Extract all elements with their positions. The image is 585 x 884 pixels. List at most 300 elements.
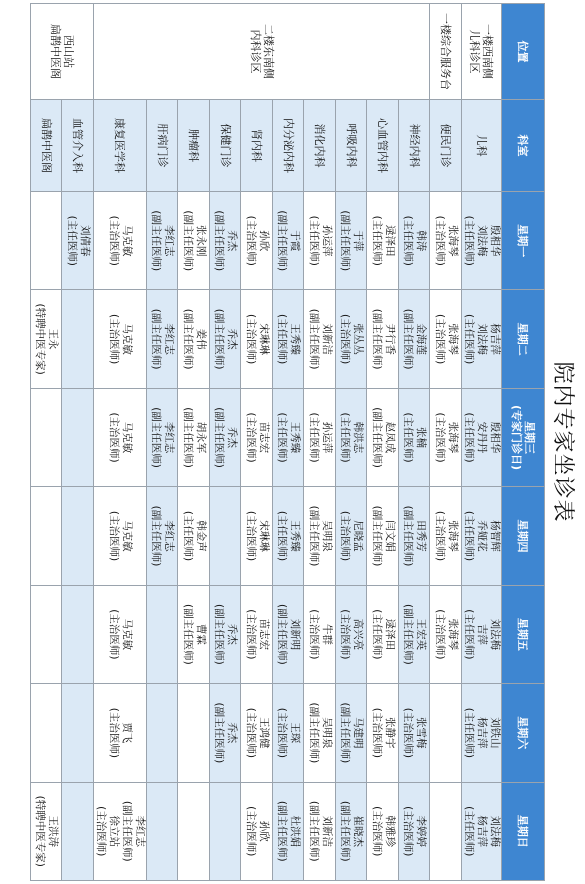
cell-line: (副主任医师) (181, 210, 194, 272)
department-cell (367, 100, 399, 192)
cell-line: 尹行香 (383, 323, 396, 355)
cell-line: (主治医师) (276, 707, 289, 758)
table-row (367, 4, 399, 881)
table-row (31, 4, 63, 881)
cell-line: (主任医师) (463, 609, 475, 660)
table-header (502, 4, 545, 881)
doctor-cell (399, 782, 431, 880)
doctor-cell (399, 487, 431, 585)
doctor-cell (336, 290, 368, 388)
cell-line: 李红志 (163, 520, 176, 552)
doctor-cell (241, 782, 273, 880)
cell-line: (特聘中医专家) (34, 795, 47, 867)
cell-line: 杨吉萍 (476, 815, 488, 848)
doctor-cell (62, 192, 94, 290)
cell-line: 刘法梅 (489, 618, 501, 651)
doctor-cell (210, 782, 242, 880)
cell-line: (主任医师) (370, 215, 383, 266)
doctor-cell (147, 388, 179, 486)
cell-line: 李红志 (134, 815, 146, 848)
cell-line: 王秀臻 (289, 323, 302, 355)
doctor-cell (430, 192, 462, 290)
header-cell (502, 388, 545, 486)
cell-line: (主治医师) (108, 510, 120, 562)
page-title: 院内专家坐诊表 (550, 361, 576, 523)
cell-line: 星期四 (516, 519, 530, 553)
cell-line: (主治医师) (433, 510, 446, 562)
cell-line: 神经内科 (407, 123, 421, 168)
cell-line: 王永 (47, 328, 60, 350)
cell-line: 高兴亮 (352, 618, 365, 651)
department-cell (147, 100, 179, 192)
department-cell (462, 100, 502, 192)
cell-line: 马克敏 (121, 520, 133, 552)
doctor-cell (367, 192, 399, 290)
doctor-cell (336, 487, 368, 585)
cell-line: (副主任医师) (181, 407, 194, 468)
cell-line: 星期二 (516, 322, 530, 356)
doctor-cell (94, 192, 147, 290)
cell-line: 田秀芳 (415, 520, 428, 552)
cell-line: 刘法梅 (476, 323, 488, 355)
location-cell (94, 4, 431, 100)
cell-line: 张雪梅 (415, 717, 428, 749)
cell-line: (副主任医师) (276, 604, 289, 665)
cell-line: 安丹丹 (476, 421, 488, 454)
cell-line: (主任医师) (65, 215, 78, 266)
doctor-cell (367, 782, 399, 880)
cell-line: 肝病门诊 (155, 123, 169, 168)
cell-line: (主治医师) (433, 314, 446, 365)
cell-line: (主治医师) (370, 707, 383, 758)
cell-line: 苗志宏 (257, 618, 270, 651)
cell-line: (副主任医师) (370, 407, 383, 468)
doctor-cell (178, 684, 210, 782)
cell-line: (专家门诊日) (510, 405, 523, 471)
cell-line: 刘倩春 (78, 224, 91, 257)
doctor-cell (430, 585, 462, 683)
cell-line: 张海琴 (446, 421, 459, 454)
doctor-cell (367, 290, 399, 388)
cell-line: 韩洪志 (352, 421, 365, 454)
doctor-cell (210, 388, 242, 486)
doctor-cell (147, 487, 179, 585)
cell-line: 乔杰 (226, 427, 239, 449)
header-cell (502, 487, 545, 585)
doctor-cell (62, 290, 94, 388)
cell-line: (主治医师) (244, 314, 257, 365)
cell-line: (主任医师) (307, 215, 320, 266)
department-cell (31, 100, 63, 192)
cell-line: 刘新洁 (320, 323, 333, 355)
cell-line: 张海琴 (446, 520, 459, 552)
doctor-cell (147, 782, 179, 880)
cell-line: (主任医师) (276, 412, 289, 463)
doctor-cell (273, 290, 305, 388)
cell-line: (副主任医师) (402, 505, 415, 567)
doctor-cell (210, 684, 242, 782)
cell-line: 孙欣 (257, 230, 270, 252)
cell-line: (主任医师) (463, 707, 475, 758)
doctor-cell (462, 388, 502, 486)
cell-line: 王秀臻 (289, 421, 302, 454)
cell-line: 乔娅花 (476, 520, 488, 552)
cell-line: 吴明泉 (320, 717, 333, 749)
header-cell (502, 100, 545, 192)
cell-line: 星期一 (516, 224, 530, 258)
cell-line: (主治医师) (307, 609, 320, 660)
department-cell (430, 100, 462, 192)
cell-line: 李红志 (163, 421, 176, 454)
department-cell (178, 100, 210, 192)
cell-line: 肾内科 (250, 129, 264, 162)
doctor-cell (462, 192, 502, 290)
cell-line: 肿瘤科 (187, 129, 201, 162)
cell-line: 苗志宏 (257, 421, 270, 454)
doctor-cell (31, 782, 63, 880)
cell-line: 宋琳琳 (257, 520, 270, 552)
cell-line: (副主任医师) (339, 210, 352, 272)
cell-line: 星期六 (516, 716, 530, 750)
cell-line: (副主任医师) (339, 702, 352, 764)
doctor-cell (273, 192, 305, 290)
doctor-cell (178, 782, 210, 880)
cell-line: 内科诊区 (248, 29, 262, 74)
doctor-cell (336, 684, 368, 782)
doctor-cell (31, 192, 63, 290)
doctor-cell (399, 192, 431, 290)
cell-line: 吴明泉 (320, 520, 333, 552)
doctor-cell (94, 684, 147, 782)
doctor-cell (62, 684, 94, 782)
department-cell (304, 100, 336, 192)
cell-line: 张海琴 (446, 618, 459, 651)
doctor-cell (178, 192, 210, 290)
cell-line: (主任医师) (402, 215, 415, 266)
cell-line: 胡永军 (194, 421, 207, 454)
cell-line: 逯泽田 (383, 224, 396, 257)
doctor-cell (241, 290, 273, 388)
cell-line: 王鸿健 (257, 717, 270, 749)
cell-line: (主治医师) (108, 314, 120, 365)
table-row (178, 4, 210, 881)
doctor-cell (367, 388, 399, 486)
doctor-cell (430, 487, 462, 585)
doctor-cell (304, 782, 336, 880)
cell-line: (主任医师) (463, 806, 475, 857)
cell-line: (特聘中医专家) (34, 303, 47, 375)
department-cell (241, 100, 273, 192)
cell-line: (副主任医师) (181, 308, 194, 370)
cell-line: 杨智辉 (489, 520, 501, 552)
doctor-cell (462, 782, 502, 880)
doctor-cell (147, 585, 179, 683)
header-cell (502, 684, 545, 782)
doctor-cell (31, 290, 63, 388)
doctor-cell (336, 782, 368, 880)
cell-line: 韩金声 (194, 520, 207, 552)
doctor-cell (273, 388, 305, 486)
cell-line: 星期五 (516, 617, 530, 651)
cell-line: (主任医师) (370, 609, 383, 660)
cell-line: (主任医师) (463, 314, 475, 365)
cell-line: 孙运萍 (320, 421, 333, 454)
doctor-cell (430, 290, 462, 388)
cell-line: (主治医师) (108, 707, 120, 758)
cell-line: (副主任医师) (181, 604, 194, 665)
department-cell (62, 100, 94, 192)
doctor-cell (304, 487, 336, 585)
cell-line: 马克敏 (121, 618, 133, 651)
cell-line: 康复医学科 (113, 118, 127, 173)
cell-line: 马克敏 (121, 323, 133, 355)
doctor-cell (430, 388, 462, 486)
doctor-cell (178, 388, 210, 486)
doctor-cell (430, 782, 462, 880)
doctor-cell (31, 585, 63, 683)
doctor-cell (31, 684, 63, 782)
cell-line: 马克敏 (121, 421, 133, 454)
schedule-table (30, 3, 545, 881)
doctor-cell (210, 585, 242, 683)
location-cell (430, 4, 462, 100)
cell-line: (副主任医师) (213, 604, 226, 665)
cell-line: 逯泽田 (383, 618, 396, 651)
doctor-cell (367, 487, 399, 585)
doctor-cell (94, 585, 147, 683)
cell-line: (副主任医师) (307, 505, 320, 567)
cell-line: (主治医师) (339, 510, 352, 562)
doctor-cell (462, 684, 502, 782)
cell-line: 马克敏 (121, 224, 133, 257)
cell-line: (主治医师) (244, 412, 257, 463)
table-row (336, 4, 368, 881)
cell-line: 李红志 (163, 224, 176, 257)
doctor-cell (367, 585, 399, 683)
doctor-cell (336, 192, 368, 290)
cell-line: 韩涛 (415, 230, 428, 252)
cell-line: 一楼西南侧 (481, 24, 495, 79)
cell-line: (主任医师) (463, 215, 475, 266)
location-cell (462, 4, 502, 100)
cell-line: 科室 (516, 134, 530, 157)
cell-line: (副主任医师) (150, 308, 163, 370)
cell-line: (主治医师) (402, 806, 415, 857)
cell-line: 王秀臻 (289, 520, 302, 552)
header-cell (502, 585, 545, 683)
table-row (210, 4, 242, 881)
cell-line: (副主任医师) (307, 308, 320, 370)
cell-line: (副主任医师) (213, 407, 226, 468)
doctor-cell (210, 487, 242, 585)
cell-line: (主治医师) (402, 707, 415, 758)
cell-line: 乔杰 (226, 230, 239, 252)
doctor-cell (273, 782, 305, 880)
cell-line: 杨吉萍 (489, 323, 501, 355)
cell-line: 刘铁山 (489, 717, 501, 749)
cell-line: 乔杰 (226, 623, 239, 645)
doctor-cell (94, 487, 147, 585)
doctor-cell (462, 487, 502, 585)
cell-line: (主治医师) (433, 215, 446, 266)
cell-line: (主治医师) (244, 609, 257, 660)
cell-line: (副主任医师) (150, 505, 163, 567)
cell-line: (副主任医师) (213, 702, 226, 764)
cell-line: 张海琴 (446, 323, 459, 355)
cell-line: (副主任医师) (370, 308, 383, 370)
cell-line: 二楼东南侧 (261, 24, 275, 79)
cell-line: 儿科诊区 (468, 29, 482, 74)
cell-line: 赵凤成 (383, 421, 396, 454)
cell-line: (主治医师) (244, 510, 257, 562)
doctor-cell (273, 585, 305, 683)
cell-line: (主治医师) (95, 806, 107, 857)
doctor-cell (399, 684, 431, 782)
doctor-cell (399, 388, 431, 486)
cell-line: (主治医师) (433, 412, 446, 463)
cell-line: 一楼综合服务台 (439, 13, 453, 90)
cell-line: 吉萍 (476, 623, 488, 645)
cell-line: 张楠 (415, 427, 428, 449)
doctor-cell (304, 388, 336, 486)
doctor-cell (147, 290, 179, 388)
table-row (147, 4, 179, 881)
location-cell (31, 4, 94, 100)
cell-line: (主治医师) (244, 806, 257, 857)
doctor-cell (62, 782, 94, 880)
cell-line: 血管介入科 (71, 118, 85, 173)
cell-line: 殷相华 (489, 224, 501, 257)
doctor-cell (62, 388, 94, 486)
doctor-cell (62, 487, 94, 585)
cell-line: 曹霖 (194, 623, 207, 645)
table-row (304, 4, 336, 881)
cell-line: 刘法梅 (489, 815, 501, 848)
department-cell (399, 100, 431, 192)
doctor-cell (304, 290, 336, 388)
cell-line: 马建明 (352, 717, 365, 749)
cell-line: 孙欣 (257, 820, 270, 842)
doctor-cell (178, 585, 210, 683)
doctor-cell (147, 684, 179, 782)
cell-line: 崔晓杰 (352, 815, 365, 848)
doctor-cell (304, 585, 336, 683)
cell-line: 尼晓孟 (352, 520, 365, 552)
cell-line: (主治医师) (244, 707, 257, 758)
cell-line: 牛群 (320, 623, 333, 645)
department-cell (336, 100, 368, 192)
cell-line: (副主任医师) (339, 800, 352, 862)
doctor-cell (94, 782, 147, 880)
cell-line: 内分泌内科 (281, 118, 295, 173)
cell-line: (主任医师) (181, 510, 194, 562)
header-cell (502, 782, 545, 880)
cell-line: (主任医师) (402, 412, 415, 463)
cell-line: 张丛丛 (352, 323, 365, 355)
table-row (399, 4, 431, 881)
table-row (462, 4, 502, 881)
department-cell (94, 100, 147, 192)
cell-line: (副主任医师) (150, 210, 163, 272)
cell-line: 张永刚 (194, 224, 207, 257)
doctor-cell (273, 684, 305, 782)
cell-line: 闫文娟 (383, 520, 396, 552)
doctor-cell (31, 388, 63, 486)
cell-line: 位置 (516, 40, 530, 63)
cell-line: 贾飞 (121, 722, 133, 744)
cell-line: 西山站 (62, 35, 75, 68)
doctor-cell (241, 192, 273, 290)
cell-line: 便民门诊 (439, 123, 453, 168)
cell-line: 殷相华 (489, 421, 501, 454)
cell-line: (主治医师) (339, 609, 352, 660)
cell-line: 于萍 (352, 230, 365, 252)
doctor-cell (210, 192, 242, 290)
cell-line: 消化内科 (313, 123, 327, 168)
cell-line: 刘新洁 (320, 815, 333, 848)
cell-line: (副主任医师) (402, 604, 415, 665)
doctor-cell (241, 684, 273, 782)
cell-line: (副主任医师) (370, 505, 383, 567)
cell-line: (主治医师) (244, 215, 257, 266)
header-cell (502, 4, 545, 100)
doctor-cell (178, 487, 210, 585)
cell-line: 杜洪娟 (289, 815, 302, 848)
cell-line: 韩雅珍 (383, 815, 396, 848)
doctor-cell (430, 684, 462, 782)
table-row (273, 4, 305, 881)
cell-line: (主治医师) (108, 609, 120, 660)
cell-line: 乔杰 (226, 722, 239, 744)
cell-line: (副主任医师) (213, 210, 226, 272)
cell-line: 李婷婷 (415, 815, 428, 848)
cell-line: 姜伟 (194, 328, 207, 350)
doctor-cell (31, 487, 63, 585)
doctor-cell (178, 290, 210, 388)
doctor-cell (210, 290, 242, 388)
cell-line: (副主任医师) (213, 308, 226, 370)
cell-line: (副主任医师) (307, 800, 320, 862)
doctor-cell (304, 192, 336, 290)
doctor-cell (273, 487, 305, 585)
cell-line: 保健门诊 (218, 123, 232, 168)
cell-line: (副主任医师) (276, 210, 289, 272)
cell-line: 孙运萍 (320, 224, 333, 257)
cell-line: 刘新明 (289, 618, 302, 651)
doctor-cell (462, 290, 502, 388)
cell-line: 星期日 (516, 814, 530, 848)
cell-line: 刘法梅 (476, 224, 488, 257)
cell-line: (主治医师) (108, 412, 120, 463)
table-row (241, 4, 273, 881)
header-cell (502, 192, 545, 290)
cell-line: (主任医师) (339, 412, 352, 463)
cell-line: 王琛 (289, 722, 302, 744)
cell-line: 王宏英 (415, 618, 428, 651)
cell-line: (副主任医师) (150, 407, 163, 468)
table-row (94, 4, 147, 881)
cell-line: 乔杰 (226, 328, 239, 350)
cell-line: 心血管内科 (376, 118, 390, 173)
header-cell (502, 290, 545, 388)
cell-line: 张静宇 (383, 717, 396, 749)
cell-line: 张海琴 (446, 224, 459, 257)
doctor-cell (241, 585, 273, 683)
doctor-cell (462, 585, 502, 683)
cell-line: (主任医师) (307, 412, 320, 463)
department-cell (273, 100, 305, 192)
doctor-cell (367, 684, 399, 782)
